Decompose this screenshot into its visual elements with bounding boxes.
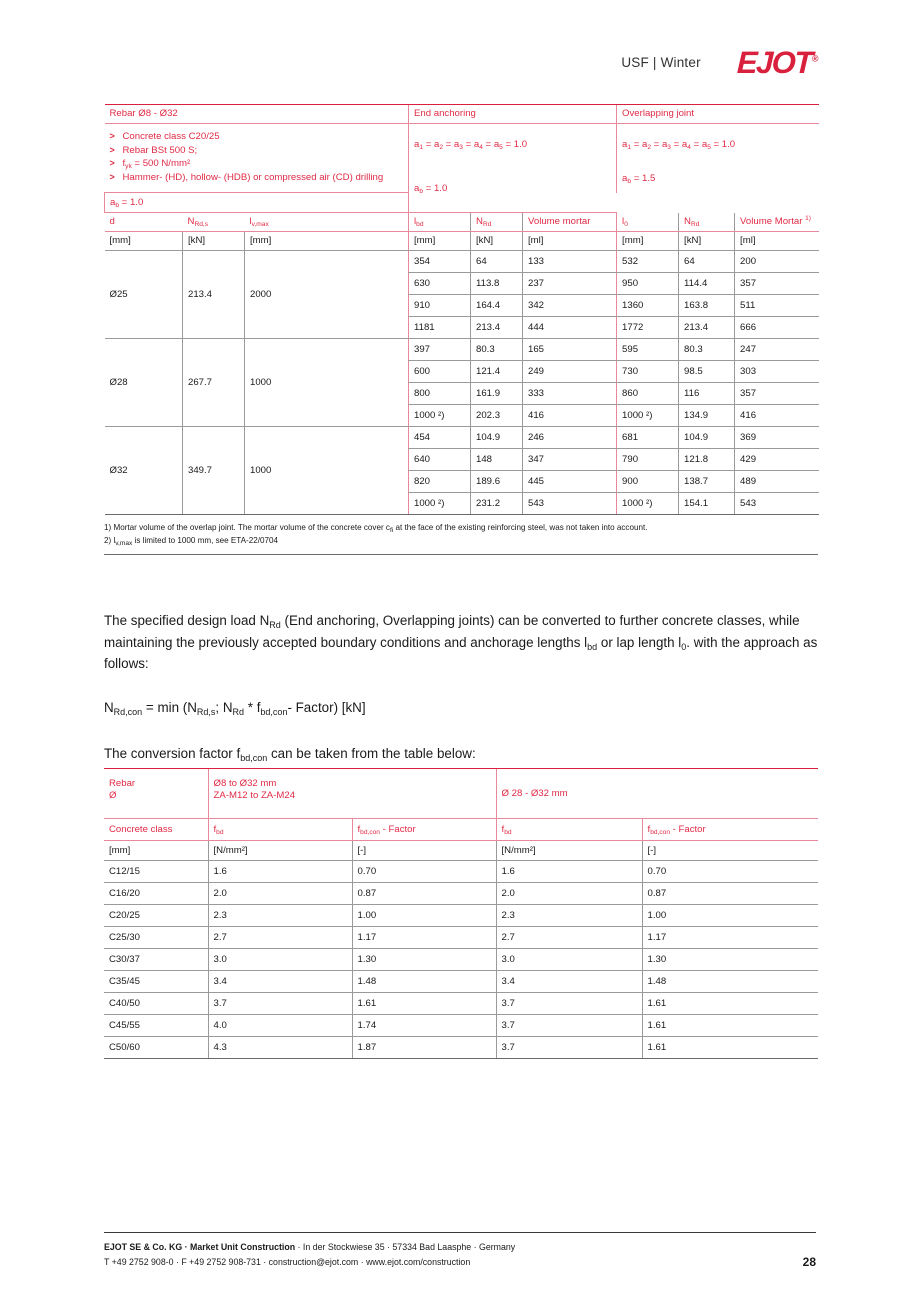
anchoring-table (104, 104, 819, 515)
bullet-item (110, 158, 404, 170)
unit-nrd-anchor: [kN] (471, 232, 523, 251)
cell-concrete-class: C45/55 (104, 1015, 208, 1037)
conversion-factor-paragraph (104, 743, 844, 765)
cell-vol-anchor: 333 (523, 383, 617, 405)
formula-sub2: Rd,s (196, 707, 216, 717)
cell-concrete-class: C50/60 (104, 1037, 208, 1059)
cell-vol-overlap: 416 (735, 405, 819, 427)
cell-nrd-anchor: 231.2 (471, 493, 523, 515)
cell-nrd-overlap: 154.1 (679, 493, 735, 515)
cell-nrd-anchor: 213.4 (471, 317, 523, 339)
cell-nrds: 267.7 (183, 339, 245, 427)
cell-factor-b: 0.70 (642, 861, 818, 883)
conversion-factor-table-wrapper (104, 768, 818, 1059)
table-title-row (105, 105, 819, 124)
conv-units-row (104, 841, 818, 861)
cell-lbd: 1000 ²) (409, 405, 471, 427)
cell-lbd: 354 (409, 251, 471, 273)
col-volume-mortar-anchor: Volume mortar (523, 213, 617, 232)
para1-part2: (End anchoring, Overlapping joints) can be converted to further concrete classes, while maintaining the previously accepted boundary conditions and anchorage lengths l (104, 613, 800, 650)
conversion-factor-table (104, 768, 818, 1059)
unit-d: [mm] (105, 232, 183, 251)
cell-vol-overlap: 543 (735, 493, 819, 515)
footnote-1-part-a: 1) Mortar volume of the overlap joint. The mortar volume of the concrete cover c (104, 523, 390, 532)
cell-vol-overlap: 489 (735, 471, 819, 493)
ejot-logo (736, 44, 819, 80)
bullet-label: Hammer- (HD), hollow- (HDB) or compressed air (CD) drilling (122, 171, 384, 183)
cell-factor-b: 1.61 (642, 1015, 818, 1037)
factor-header-a: $f_{bd,con}$ - Factor (352, 819, 496, 841)
unit-factor-a: [-] (352, 841, 496, 861)
cell-lbd: 454 (409, 427, 471, 449)
cell-vol-anchor: 246 (523, 427, 617, 449)
cell-fbd-b: 2.7 (496, 927, 642, 949)
formula-part2: = min (N (142, 700, 197, 715)
cell-fbd-b: 3.4 (496, 971, 642, 993)
cell-vol-overlap: 357 (735, 273, 819, 295)
cell-lvmax: 2000 (245, 251, 409, 339)
cell-concrete-class: C35/45 (104, 971, 208, 993)
cell-nrd-anchor: 148 (471, 449, 523, 471)
cell-nrd-anchor: 121.4 (471, 361, 523, 383)
col-volume-mortar-overlap: Volume Mortar $^{1)}$ (735, 213, 819, 232)
cell-l0: 950 (617, 273, 679, 295)
para2-part1: The conversion factor f (104, 746, 241, 761)
cell-lbd: 600 (409, 361, 471, 383)
cell-fbd-a: 4.0 (208, 1015, 352, 1037)
para1-sub2: bd (587, 641, 598, 652)
conditions-bullet-list (105, 123, 409, 192)
bullet-item (110, 131, 404, 143)
formula-sub1: Rd,con (113, 707, 143, 717)
cell-concrete-class: C30/37 (104, 949, 208, 971)
cell-fbd-b: 3.0 (496, 949, 642, 971)
cell-vol-overlap: 357 (735, 383, 819, 405)
cell-fbd-b: 3.7 (496, 993, 642, 1015)
cell-l0: 860 (617, 383, 679, 405)
registered-trademark-icon: ® (811, 53, 819, 64)
formula-part1: N (104, 700, 114, 715)
cell-vol-anchor: 249 (523, 361, 617, 383)
cell-nrd-overlap: 104.9 (679, 427, 735, 449)
cell-vol-anchor: 445 (523, 471, 617, 493)
chevron-right-icon: > (109, 158, 115, 169)
conv-symbol-header-row (104, 819, 818, 841)
cell-l0: 1000 ²) (617, 493, 679, 515)
cell-lbd: 800 (409, 383, 471, 405)
formula-sub4: bd,con (260, 707, 288, 717)
table-row (105, 251, 819, 273)
footer-contact-line: T +49 2752 908-0 · F +49 2752 908-731 · construction@ejot.com · www.ejot.com/construction (104, 1256, 471, 1267)
alpha-factors-end-anchoring: $a_1 = a_2 = a_3 = a_4 = a_5 = 1.0$ (409, 123, 617, 165)
cell-nrd-anchor: 161.9 (471, 383, 523, 405)
cell-factor-b: 1.61 (642, 1037, 818, 1059)
cell-factor-a: 1.30 (352, 949, 496, 971)
fbd-header-a: $f_{bd}$ (208, 819, 352, 841)
table-row (104, 861, 818, 883)
cell-factor-a: 1.00 (352, 905, 496, 927)
cell-l0: 1000 ²) (617, 405, 679, 427)
cell-factor-a: 0.87 (352, 883, 496, 905)
page-header (0, 40, 920, 84)
cell-lbd: 820 (409, 471, 471, 493)
unit-nrd-overlap: [kN] (679, 232, 735, 251)
cell-l0: 1360 (617, 295, 679, 317)
page-footer (104, 1232, 816, 1269)
cell-nrd-anchor: 64 (471, 251, 523, 273)
unit-factor-b: [-] (642, 841, 818, 861)
cell-lvmax: 1000 (245, 339, 409, 427)
unit-nrds: [kN] (183, 232, 245, 251)
unit-l0: [mm] (617, 232, 679, 251)
cell-vol-anchor: 444 (523, 317, 617, 339)
cell-nrd-overlap: 213.4 (679, 317, 735, 339)
fbd-header-b: $f_{bd}$ (496, 819, 642, 841)
unit-lvmax: [mm] (245, 232, 409, 251)
cell-vol-anchor: 237 (523, 273, 617, 295)
cell-nrd-overlap: 116 (679, 383, 735, 405)
para1-part3: or lap length l (597, 634, 682, 650)
cell-lbd: 630 (409, 273, 471, 295)
bullet-label: Concrete class C20/25 (122, 131, 220, 143)
cell-factor-b: 1.61 (642, 993, 818, 1015)
cell-nrds: 349.7 (183, 427, 245, 515)
cell-lvmax: 1000 (245, 427, 409, 515)
cell-nrd-anchor: 164.4 (471, 295, 523, 317)
cell-l0: 730 (617, 361, 679, 383)
col-nrds: $N_{Rd,s}$ (183, 213, 245, 232)
group1-line2: ZA-M12 to ZA-M24 (213, 789, 296, 801)
cell-lbd: 1000 ²) (409, 493, 471, 515)
cell-factor-a: 0.70 (352, 861, 496, 883)
cell-concrete-class: C12/15 (104, 861, 208, 883)
ab-overlapping-2: $a_b = 1.0$ (105, 193, 409, 213)
cell-nrd-overlap: 134.9 (679, 405, 735, 427)
cell-nrd-anchor: 202.3 (471, 405, 523, 427)
table-row (104, 1037, 818, 1059)
cell-diameter: Ø28 (105, 339, 183, 427)
cell-l0: 681 (617, 427, 679, 449)
conversion-paragraph (104, 610, 844, 675)
header-title: USF | Winter (621, 54, 701, 70)
cell-factor-a: 1.87 (352, 1037, 496, 1059)
cell-nrd-overlap: 98.5 (679, 361, 735, 383)
cell-nrd-overlap: 121.8 (679, 449, 735, 471)
column-units-row (105, 232, 819, 251)
cell-l0: 532 (617, 251, 679, 273)
cell-vol-overlap: 369 (735, 427, 819, 449)
para2-part2: can be taken from the table below: (267, 746, 476, 761)
cell-factor-b: 1.48 (642, 971, 818, 993)
cell-vol-overlap: 247 (735, 339, 819, 361)
cell-l0: 1772 (617, 317, 679, 339)
cell-factor-a: 1.48 (352, 971, 496, 993)
cell-diameter: Ø25 (105, 251, 183, 339)
table-row (104, 993, 818, 1015)
cell-l0: 790 (617, 449, 679, 471)
footnote-1 (104, 522, 818, 535)
table-row (104, 971, 818, 993)
chevron-right-icon: > (109, 144, 115, 155)
unit-fbd-b: [N/mm²] (496, 841, 642, 861)
cell-lbd: 397 (409, 339, 471, 361)
chevron-right-icon: > (109, 131, 115, 142)
ab-end-anchoring: $a_b = 1.0$ (409, 165, 617, 212)
page-number: 28 (802, 1255, 816, 1269)
cell-nrd-anchor: 80.3 (471, 339, 523, 361)
anchoring-table-wrapper (104, 104, 819, 515)
col-lbd: $l_{bd}$ (409, 213, 471, 232)
table-row (105, 339, 819, 361)
cell-diameter: Ø32 (105, 427, 183, 515)
cell-factor-a: 1.74 (352, 1015, 496, 1037)
footnote-2-subscript: v,max (115, 539, 133, 547)
cell-fbd-a: 3.4 (208, 971, 352, 993)
cell-vol-anchor: 133 (523, 251, 617, 273)
formula-part5: - Factor) [kN] (287, 700, 366, 715)
rebar-range-title: Rebar Ø8 - Ø32 (105, 105, 409, 124)
cell-concrete-class: C25/30 (104, 927, 208, 949)
col-l0: $l_0$ (617, 213, 679, 232)
cell-fbd-a: 3.7 (208, 993, 352, 1015)
cell-vol-anchor: 347 (523, 449, 617, 471)
cell-fbd-b: 3.7 (496, 1015, 642, 1037)
cell-factor-b: 0.87 (642, 883, 818, 905)
logo-wordmark: EJOT (736, 44, 812, 80)
footer-address: · In der Stockwiese 35 · 57334 Bad Laasphe · Germany (295, 1242, 516, 1252)
cell-factor-a: 1.17 (352, 927, 496, 949)
end-anchoring-title: End anchoring (409, 105, 617, 124)
conv-group-header-row (104, 769, 818, 819)
concrete-class-header: Concrete class (104, 819, 208, 841)
cell-vol-overlap: 429 (735, 449, 819, 471)
cell-concrete-class: C20/25 (104, 905, 208, 927)
cell-factor-b: 1.17 (642, 927, 818, 949)
cell-vol-overlap: 511 (735, 295, 819, 317)
cell-nrd-overlap: 163.8 (679, 295, 735, 317)
footnote-2-part-b: is limited to 1000 mm, see ETA-22/0704 (132, 535, 278, 545)
table-row (104, 949, 818, 971)
cell-fbd-a: 3.0 (208, 949, 352, 971)
para2-sub1: bd,con (240, 753, 268, 763)
alpha-factors-overlapping: $a_1 = a_2 = a_3 = a_4 = a_5 = 1.0$ (617, 123, 819, 165)
cell-nrd-anchor: 113.8 (471, 273, 523, 295)
factor-header-b: $f_{bd,con}$ - Factor (642, 819, 818, 841)
cell-fbd-b: 3.7 (496, 1037, 642, 1059)
table-row (104, 1015, 818, 1037)
unit-lbd: [mm] (409, 232, 471, 251)
rebar-label-line1: Rebar (109, 778, 136, 789)
footer-company-name: EJOT SE & Co. KG · Market Unit Construction (104, 1242, 296, 1252)
table-row (104, 927, 818, 949)
bullet-item (110, 145, 404, 157)
cell-factor-a: 1.61 (352, 993, 496, 1015)
cell-lbd: 1181 (409, 317, 471, 339)
cell-l0: 900 (617, 471, 679, 493)
unit-fbd-a: [N/mm²] (208, 841, 352, 861)
conditions-row (105, 123, 819, 165)
table-row (104, 883, 818, 905)
footnote-2-part-a: 2) l (104, 535, 116, 545)
cell-nrd-overlap: 138.7 (679, 471, 735, 493)
table-row (105, 427, 819, 449)
cell-concrete-class: C40/50 (104, 993, 208, 1015)
footer-address-line (104, 1240, 515, 1255)
unit-vol-anchor: [ml] (523, 232, 617, 251)
formula-part3: ; N (215, 700, 233, 715)
para1-part4: . with the approach as follows: (104, 634, 818, 672)
bullet-label: $f_{yk} = 500$ N/mm² (122, 158, 191, 171)
col-lvmax: $l_{v,max}$ (245, 213, 409, 232)
rebar-diameter-header (104, 769, 208, 819)
para1-part1: The specified design load N (104, 613, 270, 628)
cell-nrds: 213.4 (183, 251, 245, 339)
col-d: d (105, 213, 183, 232)
unit-vol-overlap: [ml] (735, 232, 819, 251)
cell-nrd-overlap: 114.4 (679, 273, 735, 295)
group2-header: Ø 28 - Ø32 mm (496, 769, 818, 819)
cell-lbd: 640 (409, 449, 471, 471)
cell-vol-anchor: 342 (523, 295, 617, 317)
overlapping-joint-title: Overlapping joint (617, 105, 819, 124)
group1-line1: Ø8 to Ø32 mm (213, 778, 277, 789)
cell-fbd-a: 4.3 (208, 1037, 352, 1059)
table-footnotes (104, 522, 818, 555)
conversion-formula (104, 697, 844, 719)
para1-sub3: 0 (681, 641, 687, 652)
rebar-label-line2: Ø (109, 789, 117, 801)
bullet-label: Rebar BSt 500 S; (122, 144, 198, 156)
footnote-divider (104, 554, 818, 555)
cell-concrete-class: C16/20 (104, 883, 208, 905)
chevron-right-icon: > (109, 171, 115, 182)
unit-concrete-class: [mm] (104, 841, 208, 861)
footnote-1-part-b: at the face of the existing reinforcing steel, was not taken into account. (393, 523, 648, 532)
formula-sub3: Rd (232, 707, 245, 717)
cell-factor-b: 1.00 (642, 905, 818, 927)
col-nrd-overlap: $N_{Rd}$ (679, 213, 735, 232)
column-symbol-header-row (105, 213, 819, 232)
ab-overlapping-1: $a_b = 1.5$ (617, 165, 819, 192)
group1-header (208, 769, 496, 819)
footnote-2 (104, 535, 818, 548)
footer-contact-block (104, 1240, 515, 1269)
cell-fbd-b: 2.3 (496, 905, 642, 927)
cell-nrd-overlap: 64 (679, 251, 735, 273)
para1-sub1: Rd (269, 620, 281, 630)
cell-fbd-b: 1.6 (496, 861, 642, 883)
cell-factor-b: 1.30 (642, 949, 818, 971)
cell-l0: 595 (617, 339, 679, 361)
cell-fbd-b: 2.0 (496, 883, 642, 905)
table-row (104, 905, 818, 927)
cell-vol-anchor: 416 (523, 405, 617, 427)
cell-fbd-a: 2.3 (208, 905, 352, 927)
cell-fbd-a: 2.0 (208, 883, 352, 905)
footer-divider (104, 1232, 816, 1233)
cell-nrd-anchor: 104.9 (471, 427, 523, 449)
col-nrd-anchor: $N_{Rd}$ (471, 213, 523, 232)
footnote-1-subscript: fi (389, 527, 394, 534)
bullet-item (110, 172, 404, 184)
cell-vol-anchor: 165 (523, 339, 617, 361)
cell-fbd-a: 1.6 (208, 861, 352, 883)
cell-nrd-overlap: 80.3 (679, 339, 735, 361)
cell-vol-overlap: 303 (735, 361, 819, 383)
cell-vol-overlap: 666 (735, 317, 819, 339)
formula-part4: * f (244, 700, 261, 715)
cell-nrd-anchor: 189.6 (471, 471, 523, 493)
cell-vol-anchor: 543 (523, 493, 617, 515)
cell-lbd: 910 (409, 295, 471, 317)
cell-vol-overlap: 200 (735, 251, 819, 273)
cell-fbd-a: 2.7 (208, 927, 352, 949)
